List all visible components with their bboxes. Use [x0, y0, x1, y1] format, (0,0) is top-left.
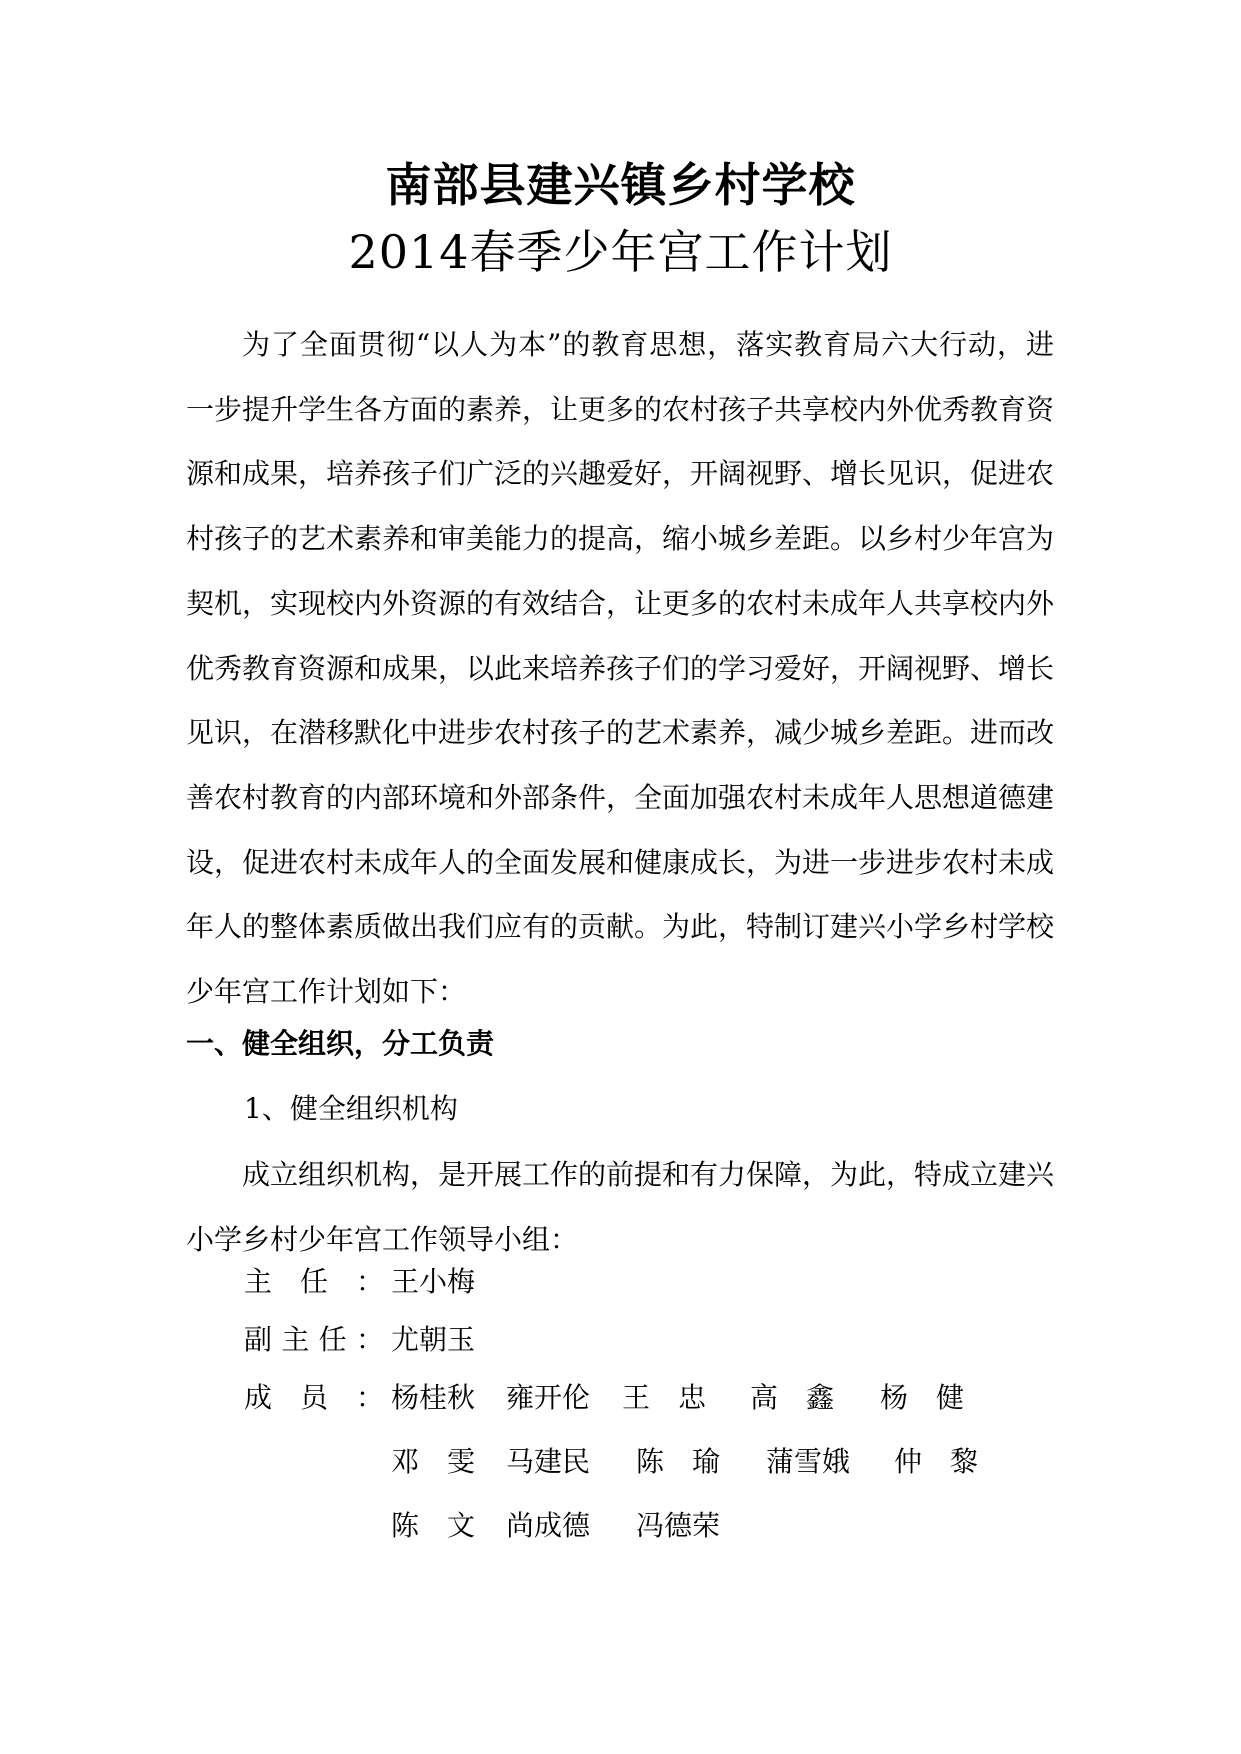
document-title-line2: 2014春季少年宫工作计划 [348, 225, 893, 279]
member-name: 陈 瑜 [636, 1445, 721, 1478]
member-name: 仲 黎 [894, 1445, 979, 1478]
member-name: 王 忠 [622, 1381, 707, 1414]
member-name: 雍开伦 [506, 1381, 591, 1414]
deputy-name: 尤朝玉 [391, 1323, 476, 1356]
member-name: 杨 健 [880, 1381, 965, 1414]
member-name: 冯德荣 [636, 1509, 721, 1542]
members-label: 成 员 ： [244, 1381, 384, 1414]
member-name: 邓 雯 [391, 1445, 476, 1478]
section1-subheading: 1、健全组织机构 [244, 1092, 458, 1125]
document-title-line1: 南部县建兴镇乡村学校 [385, 158, 856, 212]
deputy-label: 副 主 任 ： [244, 1323, 384, 1356]
director-label: 主 任 ： [244, 1265, 384, 1298]
section1-heading: 一、健全组织，分工负责 [186, 1027, 495, 1060]
member-name: 蒲雪娥 [766, 1445, 851, 1478]
intro-paragraph: 为了全面贯彻“以人为本”的教育思想，落实教育局六大行动，进一步提升学生各方面的素养，让更多的农村孩子共享校内外优秀教育资源和成果，培养孩子们广泛的兴趣爱好，开阔视野、增长见识，促进农村孩子的艺术素养和审美能力的提高，缩小城乡差距。以乡村少年宫为契机，实现校内外资源的有效结合，让更多的农村未成年人共享校内外优秀教育资源和成果，以此来培养孩子们的学习爱好，开阔视野、增长见识，在潜移默化中进步农村孩子的艺术素养，减少城乡差距。进而改善农村教育的内部环境和外部条件，全面加强农村未成年人思想道德建设，促进农村未成年人的全面发展和健康成长，为进一步进步农村未成年人的整体素质做出我们应有的贡献。为此，特制订建兴小学乡村学校少年宫工作计划如下： [186, 328, 1055, 1009]
section1-paragraph: 成立组织机构，是开展工作的前提和有力保障，为此，特成立建兴小学乡村少年宫工作领导小组： [186, 1158, 1055, 1256]
member-name: 陈 文 [391, 1509, 476, 1542]
member-name: 高 鑫 [750, 1381, 835, 1414]
member-name: 杨桂秋 [391, 1381, 476, 1414]
director-name: 王小梅 [391, 1265, 476, 1298]
member-name: 尚成德 [506, 1509, 591, 1542]
member-name: 马建民 [506, 1445, 591, 1478]
